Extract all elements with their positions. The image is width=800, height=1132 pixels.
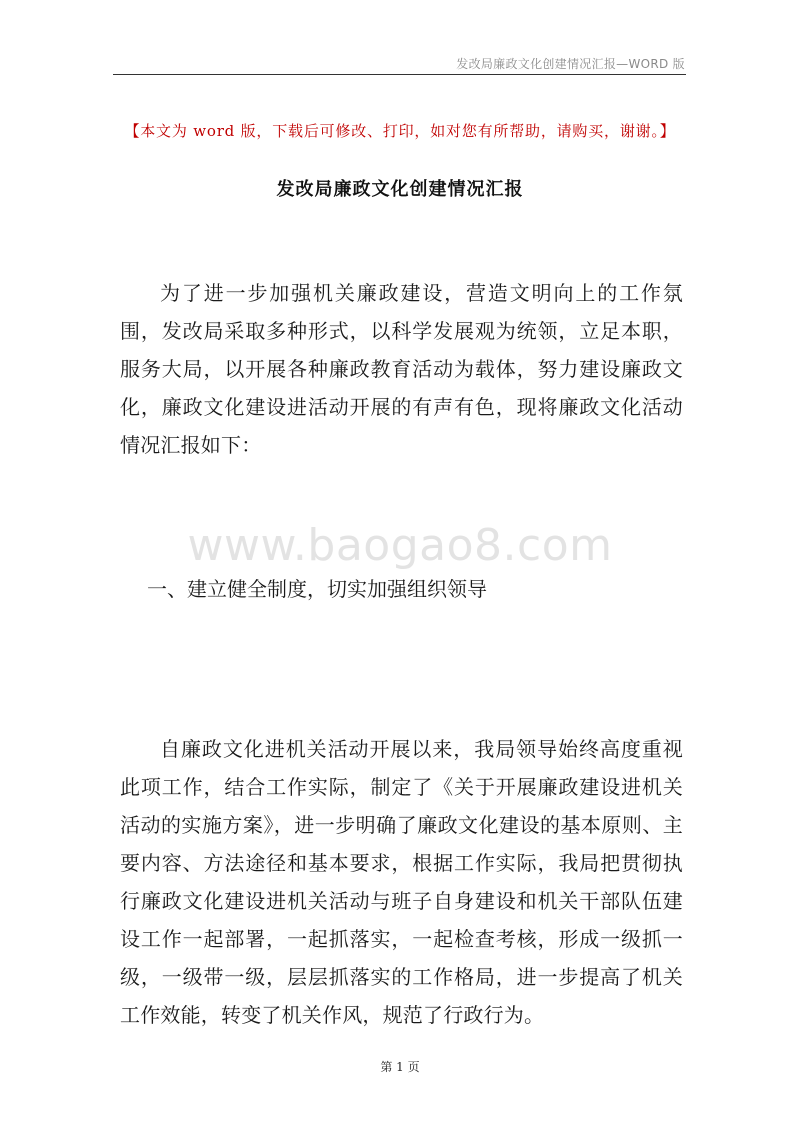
page-number: 第 1 页 [380, 1060, 420, 1074]
site-watermark: www.baogao8.com [187, 520, 613, 571]
document-title: 发改局廉政文化创建情况汇报 [276, 179, 524, 200]
section-heading: 一、建立健全制度，切实加强组织领导 [147, 577, 487, 601]
intro-paragraph: 为了进一步加强机关廉政建设，营造文明向上的工作氛围，发改局采取多种形式，以科学发展观为统领，立足本职，服务大局，以开展各种廉政教育活动为载体，努力建设廉政文化，廉政文化建设进活动开展的有声有色，现将廉政文化活动情况汇报如下： [120, 281, 683, 457]
body-paragraph: 自廉政文化进机关活动开展以来，我局领导始终高度重视此项工作，结合工作实际，制定了《关于开展廉政建设进机关活动的实施方案》，进一步明确了廉政文化建设的基本原则、主要内容、方法途径和基本要求，根据工作实际，我局把贯彻执行廉政文化建设进机关活动与班子自身建设和机关干部队伍建设工作一起部署，一起抓落实，一起检查考核，形成一级抓一级，一级带一级，层层抓落实的工作格局，进一步提高了机关工作效能，转变了机关作风，规范了行政行为。 [120, 737, 683, 1027]
header-divider [113, 74, 686, 75]
running-header: 发改局廉政文化创建情况汇报—WORD 版 [456, 57, 685, 71]
download-notice: 【本文为 word 版，下载后可修改、打印，如对您有所帮助，请购买，谢谢。】 [124, 122, 676, 140]
